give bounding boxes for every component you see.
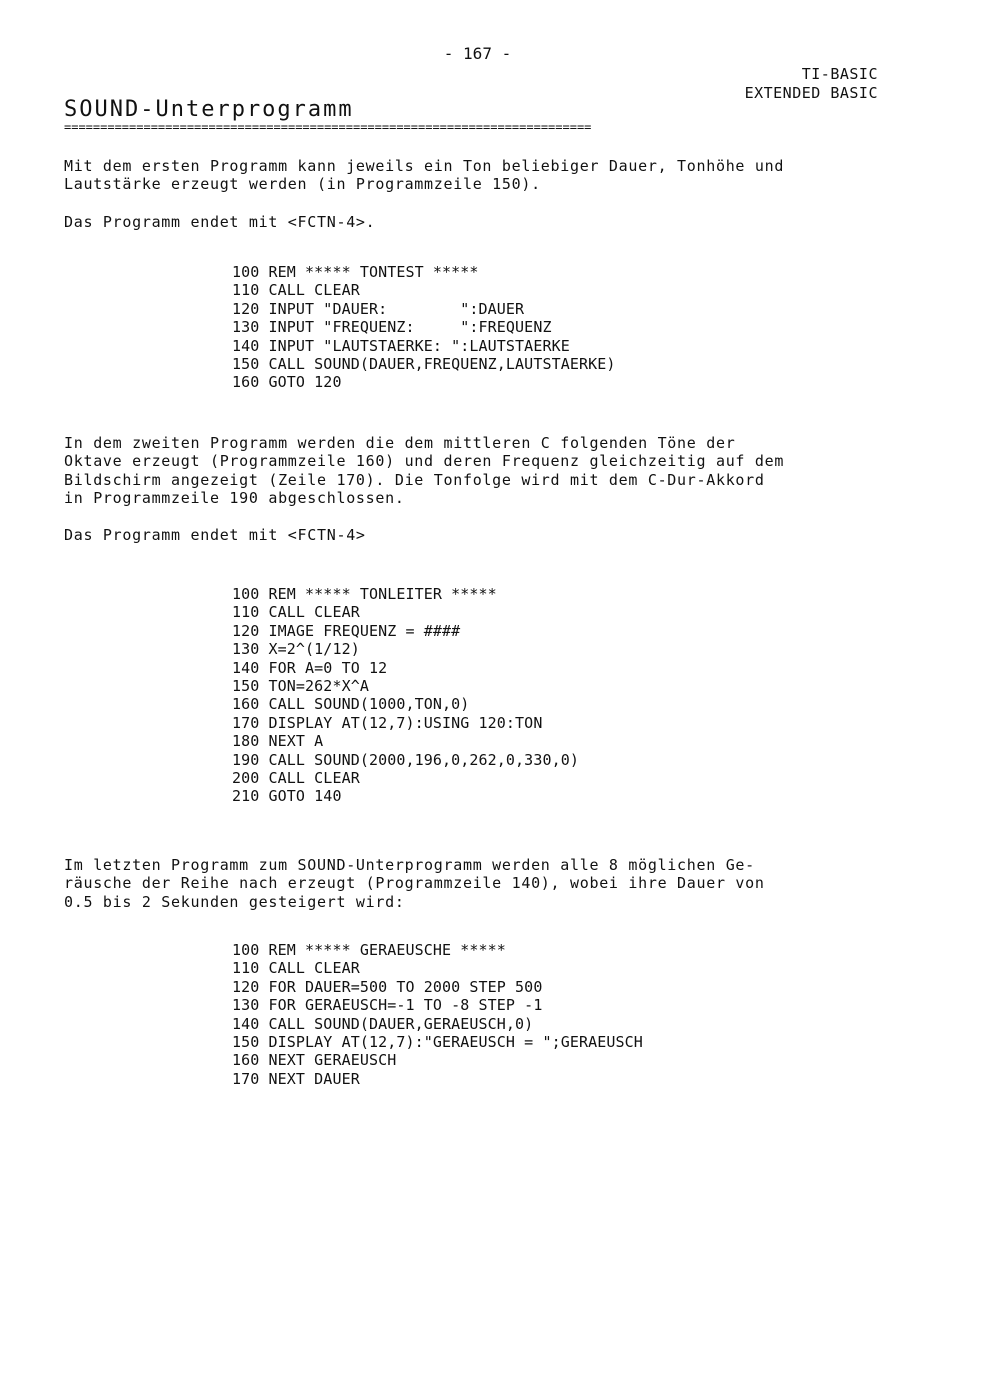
code-listing-tontest: 100 REM ***** TONTEST ***** 110 CALL CLEAR 120 INPUT "DAUER: ":DAUER 130 INPUT "FREQUENZ: ":FREQUENZ 140 INPUT "LAUTSTAERKE: ":LAUTSTAERKE 150 CALL SOUND(DAUER,FREQUENZ,LAUTSTAERKE) 160 GOTO 120 bbox=[232, 263, 616, 392]
code-listing-geraeusche: 100 REM ***** GERAEUSCHE ***** 110 CALL CLEAR 120 FOR DAUER=500 TO 2000 STEP 500 130 FOR GERAEUSCH=-1 TO -8 STEP -1 140 CALL SOUND(DAUER,GERAEUSCH,0) 150 DISPLAY AT(12,7):"GERAEUSCH = ";GERAEUSCH 160 NEXT GERAEUSCH 170 NEXT DAUER bbox=[232, 941, 643, 1088]
ending-note-2: Das Programm endet mit <FCTN-4> bbox=[64, 526, 366, 544]
section-title: SOUND-Unterprogramm bbox=[64, 97, 354, 122]
intro-paragraph-3: Im letzten Programm zum SOUND-Unterprogramm werden alle 8 möglichen Ge- räusche der Reihe nach erzeugt (Programmzeile 140), wobei ihre Dauer von 0.5 bis 2 Sekunden gesteigert wird: bbox=[64, 856, 765, 911]
title-underline-rule: ========================================================================= bbox=[64, 120, 592, 134]
header-tag-extended-basic: EXTENDED BASIC bbox=[744, 84, 878, 102]
header-tag-ti-basic: TI-BASIC bbox=[801, 65, 878, 83]
intro-paragraph-2: In dem zweiten Programm werden die dem mittleren C folgenden Töne der Oktave erzeugt (Programmzeile 160) und deren Frequenz gleichzeitig auf dem Bildschirm angezeigt (Zeile 170). Die Tonfolge wird mit dem C-Dur-Akkord in Programmzeile 190 abgeschlossen. bbox=[64, 434, 785, 508]
code-listing-tonleiter: 100 REM ***** TONLEITER ***** 110 CALL CLEAR 120 IMAGE FREQUENZ = #### 130 X=2^(1/12) 140 FOR A=0 TO 12 150 TON=262*X^A 160 CALL SOUND(1000,TON,0) 170 DISPLAY AT(12,7):USING 120:TON 180 NEXT A 190 CALL SOUND(2000,196,0,262,0,330,0) 200 CALL CLEAR 210 GOTO 140 bbox=[232, 585, 579, 806]
ending-note-1: Das Programm endet mit <FCTN-4>. bbox=[64, 213, 376, 231]
page-number: - 167 - bbox=[443, 44, 512, 63]
intro-paragraph-1: Mit dem ersten Programm kann jeweils ein Ton beliebiger Dauer, Tonhöhe und Lautstärke erzeugt werden (in Programmzeile 150). bbox=[64, 157, 785, 194]
